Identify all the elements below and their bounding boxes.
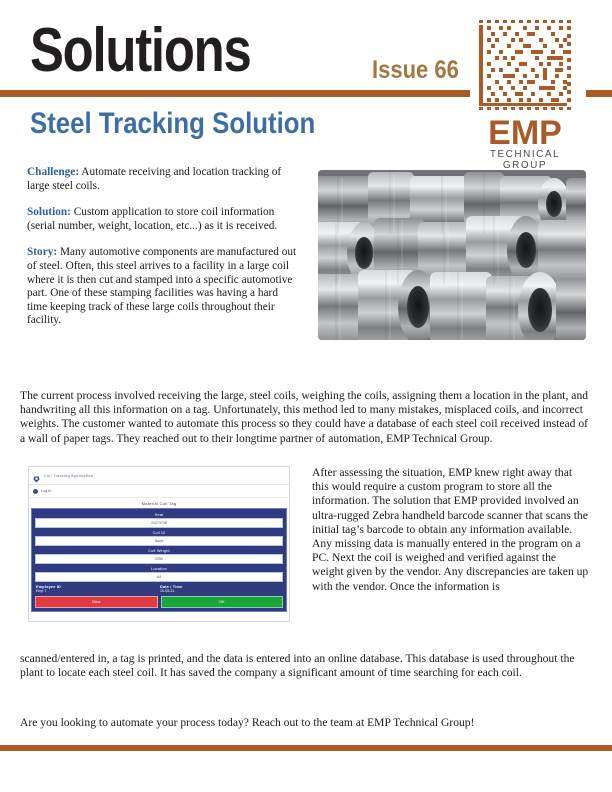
header-rule-left	[0, 90, 470, 97]
coil-tracking-app-screenshot	[28, 466, 290, 622]
story-paragraph	[27, 246, 299, 328]
data-matrix-code-icon	[475, 18, 575, 114]
app-form-heading: Material Coil Tag	[141, 501, 177, 506]
section-title: Steel Tracking Solution	[30, 107, 316, 140]
field-label-heat: Heat	[154, 512, 164, 517]
challenge-text: Automate receiving and location tracking of large steel coils.	[27, 166, 282, 192]
ok-button[interactable]: OK	[161, 596, 284, 608]
app-button-row	[35, 596, 283, 608]
meta-value-employee: Emp 7	[36, 589, 47, 593]
challenge-label: Challenge:	[27, 166, 80, 178]
app-meta-row	[35, 585, 283, 593]
field-label-location: Location	[151, 566, 167, 571]
body-paragraph-closing: Are you looking to automate your process today? Reach out to the team at EMP Technical Group!	[20, 716, 475, 729]
header-rule-right	[586, 90, 612, 97]
app-window-title: Coil Tracking Application	[44, 473, 94, 478]
body-paragraph-solution: After assessing the situation, EMP knew right away that this would require a custom program to store all the information. The solution that EMP provided involved an ultra-rugged Zebra handheld barcode scanner that scans the initial tag’s barcode to obtain any information available. Any missing data is manually entered in the program on a PC. Next the coil is weighed and verified against the weight given by the vendor. Any discrepancies are taken up with the vendor. Once the information is	[312, 466, 589, 593]
body-paragraph-continued: scanned/entered in, a tag is printed, and the data is entered into an online database. This database is used throughout the plant to locate each steel coil. It has saved the company a significant amount of time searching for each coil.	[20, 652, 575, 680]
app-toolbar-label: Log In	[41, 489, 51, 493]
challenge-paragraph	[27, 166, 299, 193]
field-input-heat[interactable]: 21273746	[35, 518, 283, 528]
page-title: Solutions	[30, 16, 251, 85]
meta-label-employee: Employee ID	[36, 585, 61, 589]
record-icon	[33, 489, 38, 494]
meta-employee	[35, 585, 159, 593]
solution-label: Solution:	[27, 206, 71, 219]
clear-button[interactable]: Clear	[35, 596, 158, 608]
story-text: Many automotive components are manufactured out of steel. Often, this steel arrives to a facility in a large coil where it is then cut and stamped into a specific automotive part. One of these stamping facilities was having a hard time keeping track of these large coils throughout their facility.	[27, 246, 297, 327]
app-form-panel	[31, 508, 287, 612]
story-label: Story:	[27, 246, 58, 259]
body-paragraph-current-process: The current process involved receiving the large, steel coils, weighing the coils, assigning them a location in the plant, and handwriting all this information on a tag. Unfortunately, this method led to many mistakes, misplaced coils, and incorrect weights. The customer wanted to automate this process so they could have a database of each steel coil received instead of a wall of paper tags. They reached out to their longtime partner of automation, EMP Technical Group.	[20, 389, 589, 445]
steel-coils-photo	[318, 170, 586, 340]
intro-column	[27, 166, 299, 341]
field-input-coil-weight[interactable]: 2250	[35, 554, 283, 564]
logo-wordmark: EMP	[488, 114, 562, 152]
issue-number: Issue 66	[372, 56, 459, 84]
app-toolbar[interactable]	[29, 485, 289, 498]
logo-tagline-line2: GROUP	[502, 160, 548, 171]
logo-tagline-line1: TECHNICAL	[489, 149, 561, 160]
app-icon	[32, 471, 41, 480]
field-label-coil-weight: Coil Weight	[148, 548, 170, 553]
field-input-coil-id[interactable]: None	[35, 536, 283, 546]
meta-value-datetime: 10-05-21	[160, 589, 175, 593]
meta-label-datetime: Date / Time	[160, 585, 183, 589]
app-title-bar	[29, 467, 289, 485]
solution-paragraph	[27, 206, 299, 233]
emp-logo	[473, 18, 577, 170]
logo-tagline	[473, 149, 577, 171]
solution-text: Custom application to store coil information (serial number, weight, location, etc...) as it is received.	[27, 206, 278, 232]
footer-rule	[0, 745, 612, 751]
field-label-coil-id: Coil ID	[152, 530, 166, 535]
meta-datetime	[159, 585, 283, 593]
field-input-location[interactable]: A4	[35, 572, 283, 582]
